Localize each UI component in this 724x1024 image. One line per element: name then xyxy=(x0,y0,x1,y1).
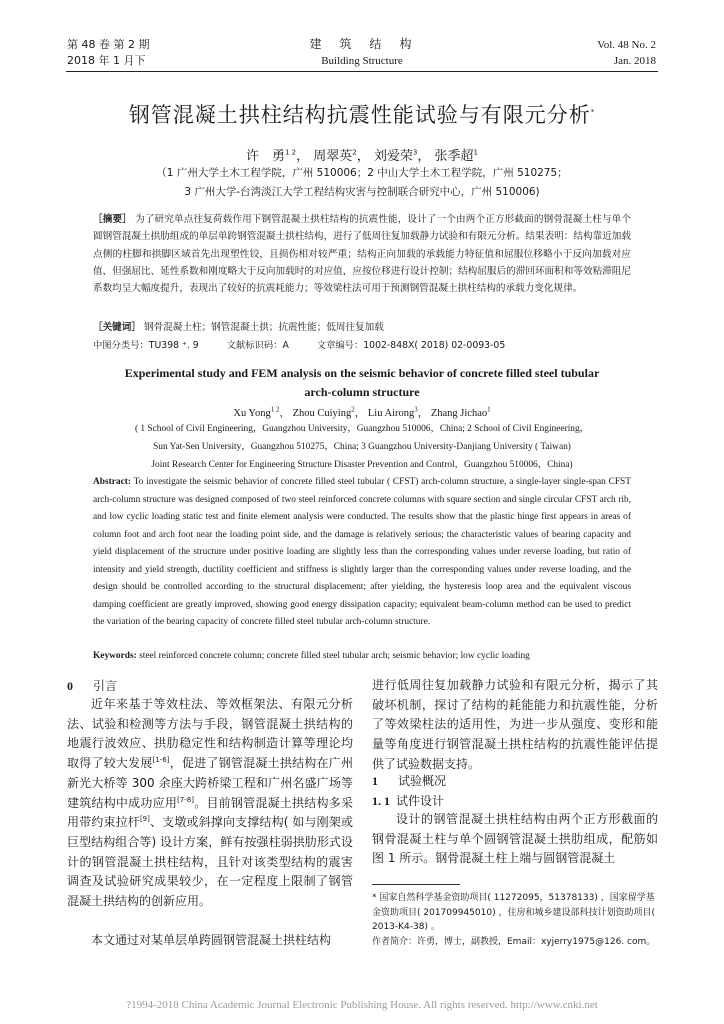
footnote-rule xyxy=(372,884,460,885)
header-date: 2018 年 1 月下 xyxy=(67,54,146,67)
author-en-4: Zhang Jichao$^1$ xyxy=(430,405,491,419)
abstract-cn-text: 为了研究单点往复荷载作用下钢管混凝土拱柱结构的抗震性能，设计了一个由两个正方形截面的钢骨混凝土柱与单个圆钢管混凝土拱肋组成的单层单跨钢管混凝土拱柱结构，进行了低周往复加载静力试验和有限元分析。结果表明：结构靠近加载点侧的柱脚和拱脚区域首先出现塑性铰，且损伤相对较严重；结构正向加载的承载能力特征值和屈服位移略小于反向加载对应值，但强屈比、延性系数和刚度略大于反向加载时的对应值，应按位移进行设计控制；结构屈服后的滞回环面积和等效粘滞阻尼系数均呈大幅度提升，表现出了较好的抗震耗能力；等效梁柱法可用于预测钢管混凝土拱柱结构的承载力变化规律。 xyxy=(93,214,631,295)
section-0-para-2: 本文通过对某单层单跨圆钢管混凝土拱柱结构 xyxy=(91,933,332,947)
abstract-en xyxy=(93,474,631,632)
section-0-heading: 0 引言 xyxy=(67,679,118,693)
footnote-fund: * 国家自然科学基金资助项目( 11272095，51378133) ，国家留学基金资助项目( 201709945010) ，住房和城乡建设部科技计划资助项目( 2013-K4-38) 。 xyxy=(372,893,655,932)
authors-en: Xu Yong$^{1 2}$， Zhou Cuiying$^2$， Liu Airong$^3$， Zhang Jichao$^1$ xyxy=(233,405,491,419)
section-0-para-2-continued: 进行低周往复加载静力试验和有限元分析，揭示了其破坏机制，探讨了结构的耗能能力和抗震性能，分析了等效梁柱法的适用性，为进一步从强度、变形和能量等角度进行钢管混凝土拱柱结构的抗震性能评估提供了试验数据支持。 xyxy=(372,678,658,771)
author-cn-2: 周翠英$^2$ xyxy=(313,148,357,164)
affiliation-en-3: Joint Research Center for Engineering Structure Disaster Prevention and Control，Guangzhou 510006，China) xyxy=(151,460,573,470)
section-1-1-heading: 1. 1 试件设计 xyxy=(372,794,445,808)
footnote-author: 作者简介：许勇，博士，副教授，Email：xyjerry1975@126. com。 xyxy=(372,937,656,947)
abstract-cn xyxy=(93,211,631,297)
header-journal-cn: 建 筑 结 构 xyxy=(309,37,415,51)
author-en-3: Liu Airong$^3$ xyxy=(367,405,418,419)
header-month: Jan. 2018 xyxy=(613,55,656,67)
author-en-1: Xu Yong$^{1 2}$ xyxy=(233,405,280,419)
classification-line: 中图分类号：TU398 ⁺. 9 文献标识码：A 文章编号：1002-848X( 2018) 02-0093-05 xyxy=(93,340,506,351)
abstract-cn-label: ［摘要］ xyxy=(93,214,132,225)
keywords-cn-label: ［关键词］ xyxy=(93,322,141,333)
header-issue: Vol. 48 No. 2 xyxy=(597,39,656,51)
authors-cn: 许 勇$^{1 2}$， 周翠英$^2$， 刘爱荣$^3$， 张季超$^1$ xyxy=(245,148,479,164)
keywords-en-label: Keywords: xyxy=(93,651,137,661)
copyright-line: ?1994-2018 China Academic Journal Electronic Publishing House. All rights reserved. http://www.cnki.net xyxy=(126,999,598,1011)
header-journal-en: Building Structure xyxy=(321,55,403,67)
author-cn-4: 张季超$^1$ xyxy=(434,148,479,164)
affiliation-en-2: Sun Yat-Sen University，Guangzhou 510275，China; 3 Guangzhou University-Danjiang University ( Taiwan) xyxy=(153,442,571,452)
affiliation-cn-1: （1 广州大学土木工程学院，广州 510006；2 中山大学土木工程学院，广州 510275； xyxy=(156,167,568,179)
page-title-en: Experimental study and FEM analysis on the seismic behavior of concrete filled steel tubular arch-column structure xyxy=(124,366,600,399)
header-volume: 第 48 卷 第 2 期 xyxy=(67,38,150,51)
author-cn-1: 许 勇$^{1 2}$ xyxy=(245,148,297,164)
keywords-cn-text: 钢骨混凝土柱；钢管混凝土拱；抗震性能；低周往复加载 xyxy=(144,322,384,333)
affiliation-en-1: ( 1 School of Civil Engineering，Guangzhou University，Guangzhou 510006，China; 2 School of Civil Engineering， xyxy=(134,424,590,434)
keywords-en-text: steel reinforced concrete column; concrete filled steel tubular arch; seismic behavior; low cyclic loading xyxy=(139,651,530,661)
keywords-cn xyxy=(93,319,631,336)
keywords-en xyxy=(93,648,631,666)
section-1-1-para: 设计的钢管混凝土拱柱结构由两个正方形截面的钢骨混凝土柱与单个圆钢管混凝土拱肋组成，配筋如图 1 所示。钢骨混凝土柱上端与圆钢管混凝土 xyxy=(372,812,658,866)
abstract-en-text: To investigate the seismic behavior of concrete filled steel tubular ( CFST) arch-column structure, a single-layer single-span CFST arch-column structure was designed composed of two steel reinforced concrete columns with square section and single circular CFST arch rib, and low cyclic loading static test and finite element analysis were conducted. The results show that the plastic hinge first appears in areas of column foot and arch foot near the loading point side, and the damage is relatively serious; the characteristic values of bearing capacity and yield displacement of the structure under positive loading are slightly less than the corresponding values under reverse loading, but ratio of intensity and yield strength, ductility coefficient and stiffness is slightly larger than the corresponding values under reverse loading, and the design should be controlled according to the structural displacement; after yielding, the hysteresis loop area and the equivalent viscous damping coefficient are greatly improved, showing good energy dissipation capacity; equivalent beam-column method can be used to predict the variation of the bearing capacity of concrete filled steel tubular arch-column structure. xyxy=(93,477,631,627)
affiliation-cn-2: 3 广州大学-台湾淡江大学工程结构灾害与控制联合研究中心，广州 510006) xyxy=(184,186,540,198)
section-0-para-1: 近年来基于等效柱法、等效框架法、有限元分析法、试验和检测等方法与手段，钢管混凝土拱结构的地震行波效应、拱肋稳定性和结构制造计算等理论均取得了较大发展[1-6]，促进了钢管混凝土拱结构在广州新光大桥等 300 余座大跨桥梁工程和广州名盛广场等建筑结构中成功应用[7-8]。目前钢管混凝土拱结构多采用带约束拉杆[9]、支墩或斜撑向支撑结构( 如与刚架或巨型结构组合等) 设计方案，鲜有按强柱弱拱肋形式设计的钢管混凝土拱柱结构，且针对该类型结构的震害调查及试验研究成果较少，在一定程度上限制了钢管混凝土拱结构的创新应用。 xyxy=(67,697,353,909)
header-rule xyxy=(66,71,658,72)
author-en-2: Zhou Cuiying$^2$ xyxy=(292,405,355,419)
abstract-en-label: Abstract: xyxy=(93,477,132,487)
author-cn-3: 刘爱荣$^3$ xyxy=(373,148,418,164)
page-title-cn: 钢管混凝土拱柱结构抗震性能试验与有限元分析* xyxy=(128,103,596,127)
section-1-heading: 1 试验概况 xyxy=(372,774,447,788)
